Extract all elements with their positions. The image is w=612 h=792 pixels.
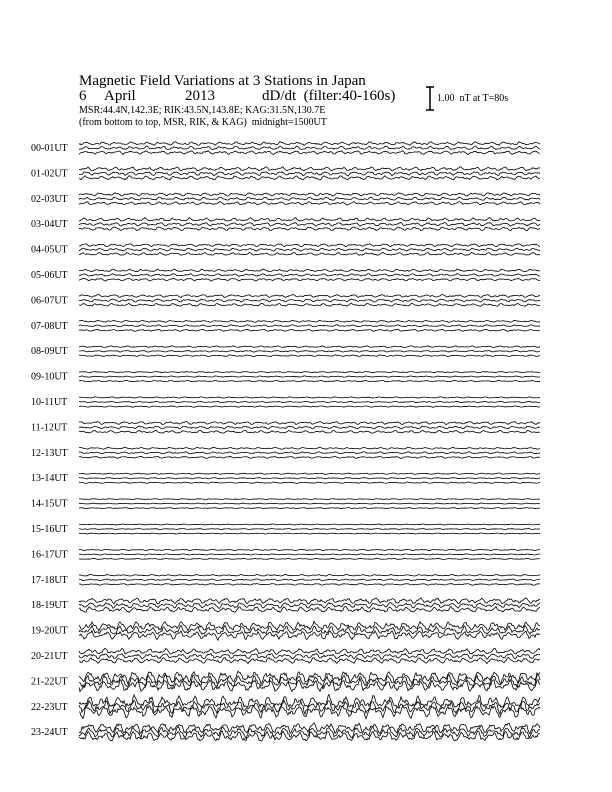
series-line-kag: [79, 218, 540, 222]
series-line-msr: [79, 679, 540, 692]
series-line-rik: [79, 350, 540, 352]
series-line-kag: [79, 142, 540, 146]
series-line-rik: [79, 146, 540, 150]
series-line-rik: [79, 654, 540, 660]
series-line-msr: [79, 482, 540, 483]
series-line-kag: [79, 193, 540, 196]
series-line-msr: [79, 533, 540, 534]
series-line-msr: [79, 252, 540, 255]
series-line-msr: [79, 176, 540, 180]
series-line-msr: [79, 151, 540, 155]
series-line-rik: [79, 401, 540, 402]
series-line-kag: [79, 598, 540, 604]
series-line-msr: [79, 278, 540, 281]
date-year: 2013: [185, 88, 215, 104]
series-line-rik: [79, 172, 540, 176]
row-label: 14-15UT: [31, 498, 68, 510]
series-line-kag: [79, 320, 540, 322]
row-label: 18-19UT: [31, 600, 68, 612]
series-line-msr: [79, 508, 540, 509]
series-line-kag: [79, 549, 540, 550]
series-line-rik: [79, 376, 540, 377]
series-line-msr: [79, 706, 540, 719]
row-label: 21-22UT: [31, 676, 68, 688]
series-line-rik: [79, 529, 540, 530]
series-line-msr: [79, 430, 540, 433]
series-line-rik: [79, 452, 540, 454]
row-label: 19-20UT: [31, 625, 68, 637]
series-line-rik: [79, 426, 540, 429]
series-line-rik: [79, 325, 540, 327]
series-line-kag: [79, 447, 540, 449]
row-label: 06-07UT: [31, 295, 68, 307]
row-label: 11-12UT: [31, 422, 68, 434]
row-label: 20-21UT: [31, 651, 68, 662]
date-month: April: [104, 88, 136, 104]
order-line: (from bottom to top, MSR, RIK, & KAG) midnight=1500UT: [79, 117, 327, 128]
row-label: 00-01UT: [31, 143, 68, 154]
series-line-msr: [79, 406, 540, 407]
scale-bar: [426, 87, 434, 110]
row-label: 03-04UT: [31, 219, 68, 231]
series-line-msr: [79, 456, 540, 458]
series-line-rik: [79, 478, 540, 479]
scale-label: 1.00 nT at T=80s: [437, 93, 509, 104]
row-label: 17-18UT: [31, 574, 68, 586]
series-line-rik: [79, 503, 540, 504]
row-label: 08-09UT: [31, 346, 68, 358]
series-line-kag: [79, 422, 540, 425]
series-line-kag: [79, 648, 540, 654]
series-line-msr: [79, 202, 540, 205]
stations-line: MSR:44.4N,142.3E; RIK:43.5N,143.8E; KAG:31.5N,130.7E: [79, 105, 326, 116]
date-day: 6: [79, 88, 87, 104]
series-line-rik: [79, 299, 540, 302]
row-label: 10-11UT: [31, 397, 68, 408]
series-line-kag: [79, 671, 540, 684]
series-line-kag: [79, 473, 540, 474]
row-label: 07-08UT: [31, 320, 68, 332]
series-line-kag: [79, 397, 540, 398]
series-line-msr: [79, 303, 540, 306]
series-line-kag: [79, 346, 540, 348]
series-line-kag: [79, 167, 540, 171]
series-line-kag: [79, 244, 540, 247]
row-label: 04-05UT: [31, 244, 68, 256]
series-line-rik: [79, 197, 540, 200]
row-label: 02-03UT: [31, 193, 68, 205]
row-label: 22-23UT: [31, 701, 68, 713]
series-line-kag: [79, 269, 540, 272]
rows: [31, 142, 540, 741]
series-line-rik: [79, 274, 540, 277]
series-line-rik: [79, 248, 540, 251]
row-label: 13-14UT: [31, 473, 68, 485]
row-label: 01-02UT: [31, 168, 68, 180]
row-label: 05-06UT: [31, 270, 68, 281]
series-line-rik: [79, 554, 540, 555]
series-line-kag: [79, 295, 540, 298]
series-line-kag: [79, 621, 540, 631]
row-label: 15-16UT: [31, 524, 68, 535]
series-line-msr: [79, 329, 540, 331]
row-label: 16-17UT: [31, 549, 68, 561]
series-line-kag: [79, 574, 540, 576]
series-line-rik: [79, 579, 540, 581]
row-label: 09-10UT: [31, 371, 68, 383]
row-label: 23-24UT: [31, 727, 68, 739]
series-line-msr: [79, 227, 540, 231]
series-line-msr: [79, 584, 540, 586]
series-line-kag: [79, 372, 540, 373]
quantity-label: dD/dt (filter:40-160s): [262, 88, 396, 104]
row-label: 12-13UT: [31, 447, 68, 459]
series-line-rik: [79, 223, 540, 227]
chart-title: Magnetic Field Variations at 3 Stations in Japan: [79, 73, 366, 89]
series-line-kag: [79, 524, 540, 525]
series-line-kag: [79, 499, 540, 500]
series-line-msr: [79, 355, 540, 357]
series-line-msr: [79, 380, 540, 381]
series-line-msr: [79, 558, 540, 559]
